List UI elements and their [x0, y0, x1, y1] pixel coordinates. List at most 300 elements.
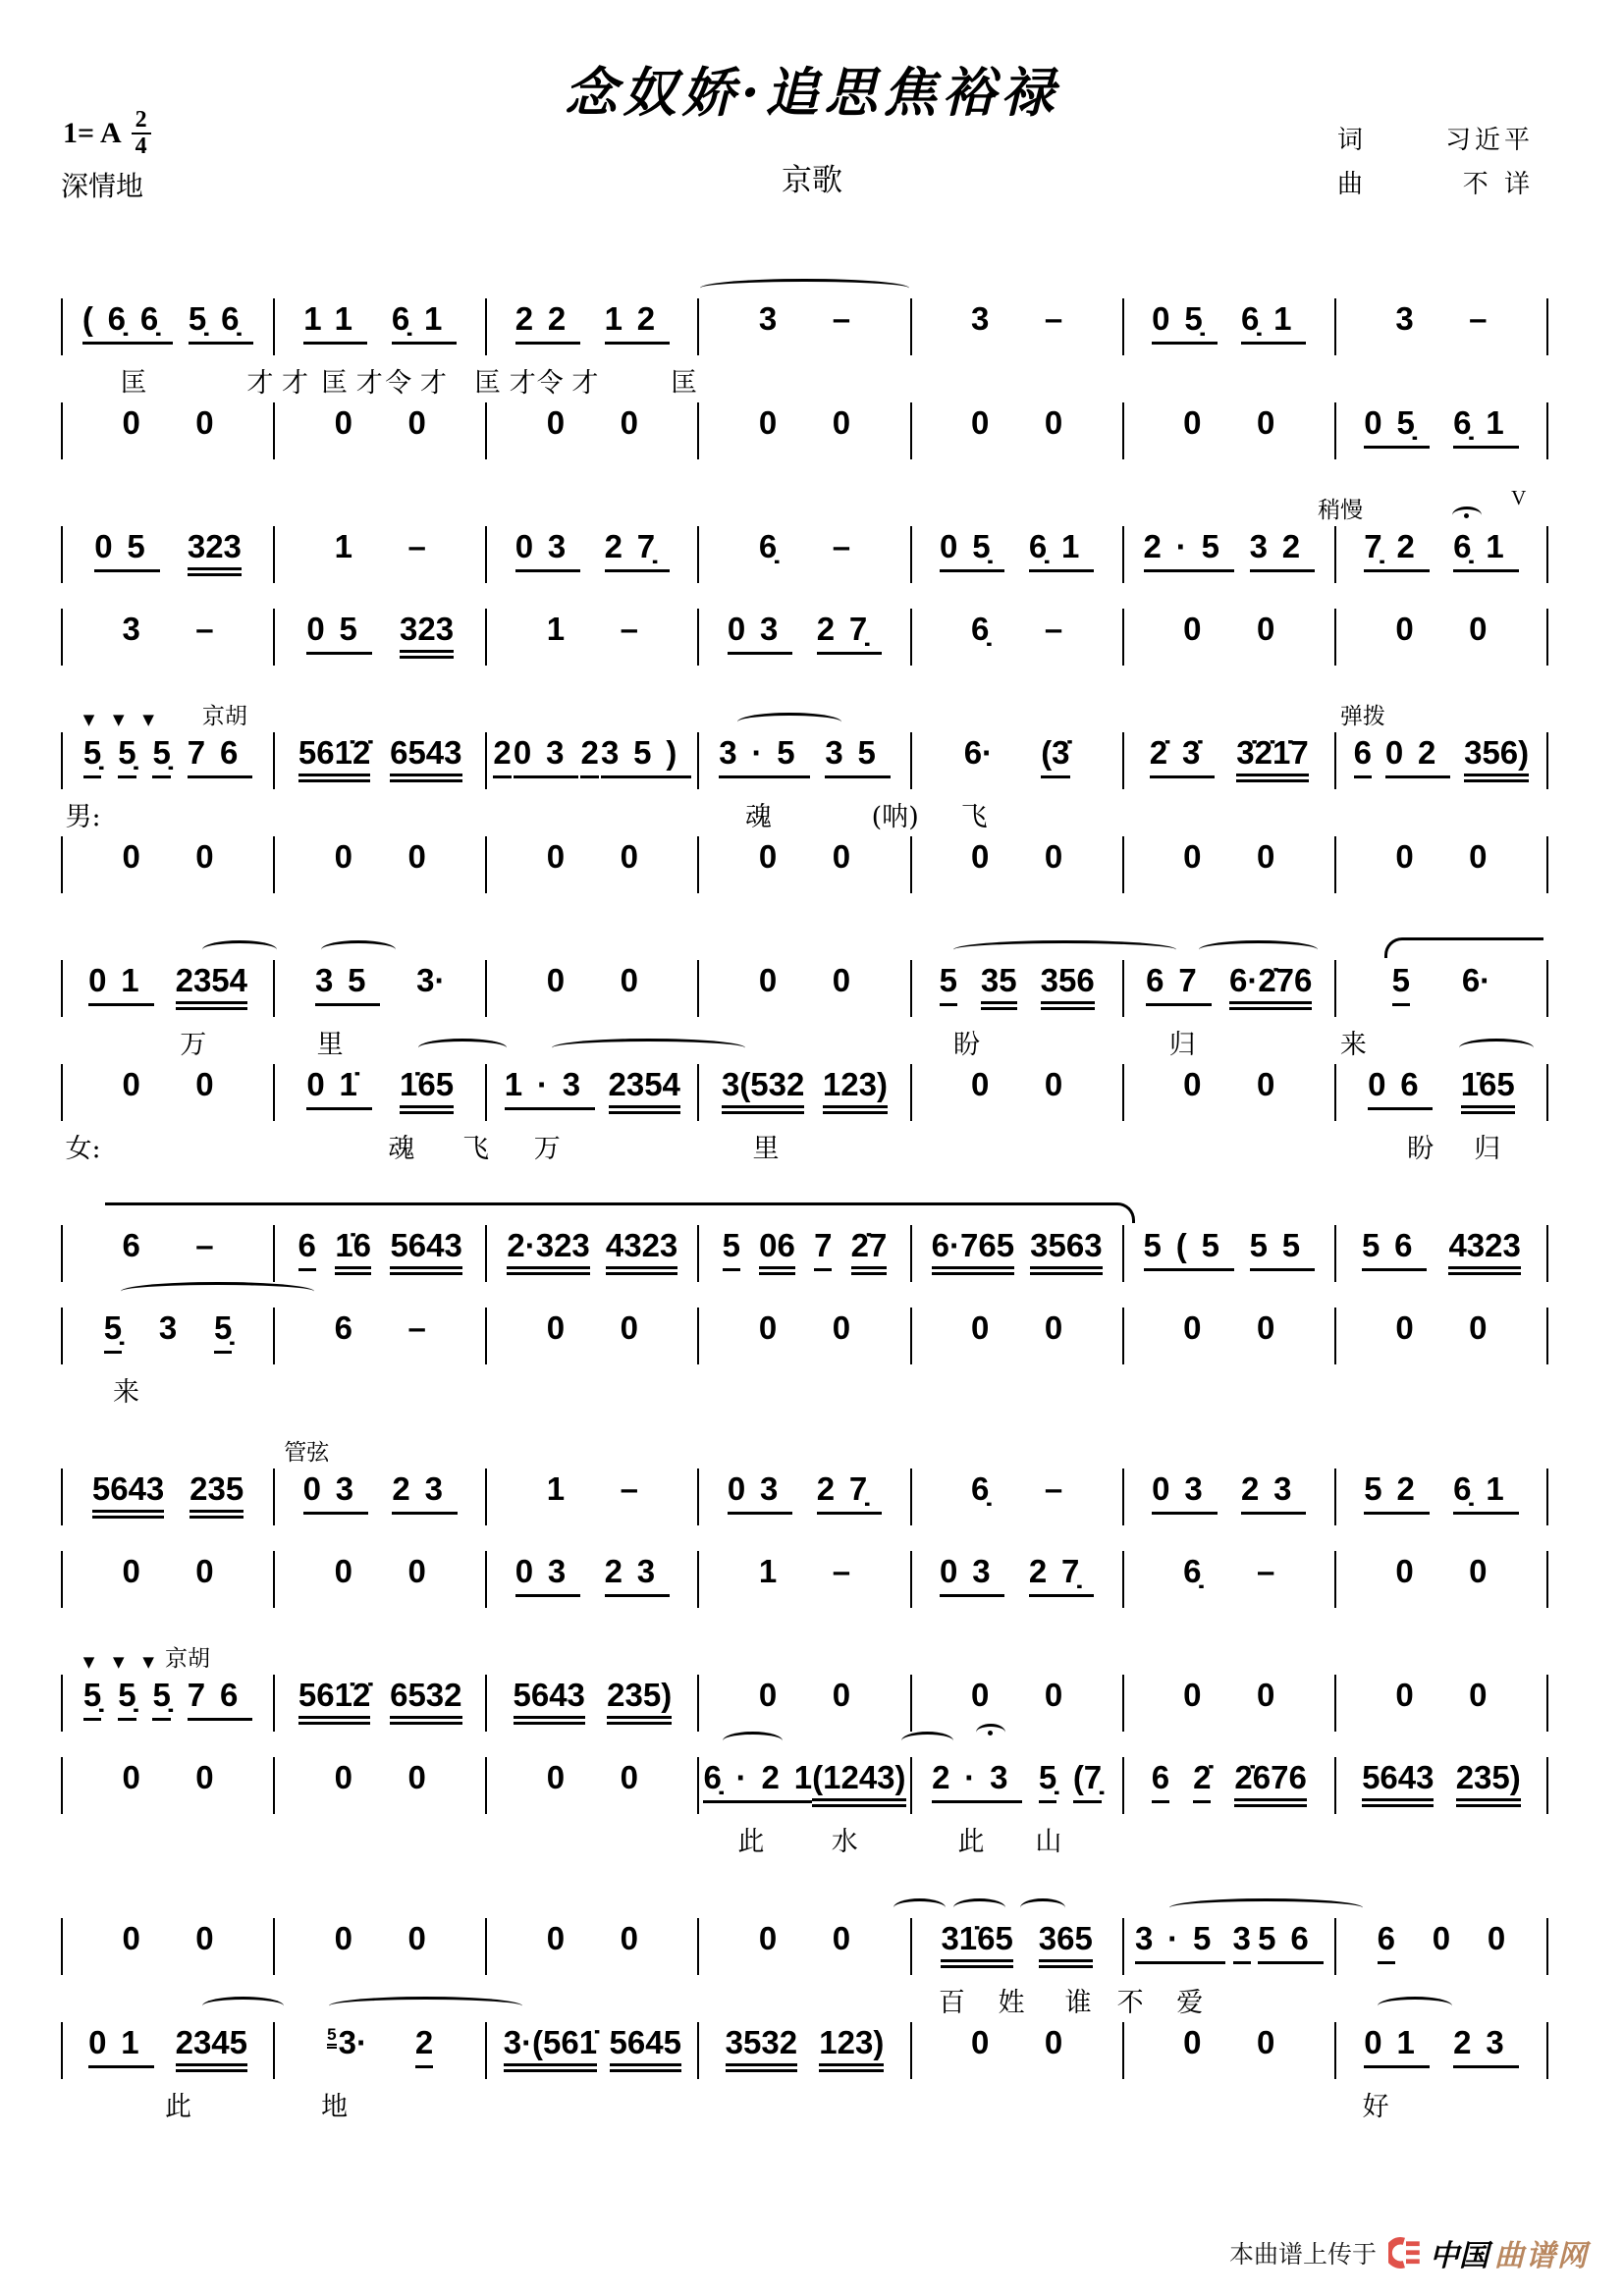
- measure: [1334, 1225, 1546, 1282]
- measure: [1334, 1308, 1546, 1364]
- stave-lower: [61, 2022, 1548, 2079]
- measure: [697, 836, 909, 893]
- note: 0: [758, 1309, 778, 1346]
- note: –: [832, 1553, 851, 1589]
- note: 3·(561̇: [504, 2024, 597, 2072]
- note: 02: [1385, 734, 1450, 778]
- measure: [697, 298, 909, 355]
- note: 123): [823, 1066, 888, 1114]
- note: 0: [122, 1066, 140, 1102]
- note: 0: [407, 1553, 426, 1589]
- measure: [485, 402, 697, 459]
- measure: [61, 1225, 273, 1282]
- note: 0: [1257, 838, 1275, 875]
- note: 0: [546, 1759, 566, 1795]
- note: 0: [334, 1920, 352, 1956]
- note: 0: [620, 404, 638, 441]
- note: 0: [334, 404, 352, 441]
- measure: [1334, 1064, 1546, 1121]
- note: 0: [832, 962, 851, 998]
- note: $^5$3·: [327, 2024, 367, 2060]
- note: 03: [514, 734, 578, 778]
- measure: [485, 960, 697, 1017]
- stave-wrap-upper: [61, 1225, 1548, 1282]
- note: 6̣·2: [703, 1759, 793, 1803]
- measure: [485, 1757, 697, 1814]
- lyric: 百: [938, 1988, 965, 2018]
- measure: [697, 1675, 909, 1732]
- measure: [273, 298, 485, 355]
- instrument-label: 京胡: [201, 704, 247, 729]
- note: 235: [189, 1470, 244, 1519]
- upload-note: 本曲谱上传于: [1228, 2240, 1377, 2269]
- note: (6̣6̣: [82, 300, 173, 345]
- note: 4323: [606, 1227, 677, 1275]
- expression-marking: 深情地: [61, 170, 144, 202]
- note: 3(532: [722, 1066, 804, 1114]
- note: 1̇65: [1461, 1066, 1515, 1114]
- note: –: [1044, 1470, 1063, 1507]
- spacer: [61, 893, 1548, 903]
- stave-wrap-lower: [61, 1064, 1548, 1121]
- measure: [1122, 732, 1334, 789]
- note: 0: [334, 1759, 352, 1795]
- lyrics-lower: [61, 2079, 1548, 2126]
- credit-lyricist: [1337, 120, 1534, 156]
- note: 0: [620, 1309, 638, 1346]
- slur-arc: [953, 940, 1176, 959]
- slur-arc: [329, 1997, 522, 2015]
- note: 0: [122, 404, 140, 441]
- lyric: 谁: [1064, 1988, 1092, 2018]
- measure: [697, 1064, 909, 1121]
- note: 0: [1183, 2024, 1202, 2060]
- measure: [485, 1675, 697, 1732]
- note: 35): [601, 734, 691, 778]
- note: 1: [546, 1470, 566, 1507]
- measure: [273, 1468, 485, 1525]
- measure: [273, 1918, 485, 1975]
- note: 03: [728, 1470, 792, 1515]
- note: 6̣1: [1241, 300, 1306, 345]
- lyric: 飞: [960, 802, 988, 832]
- note: 323: [188, 528, 242, 576]
- note: 0: [758, 404, 778, 441]
- note: 6: [298, 1227, 316, 1271]
- note: 3: [1395, 300, 1414, 337]
- note: 0: [1469, 838, 1488, 875]
- note: 0: [832, 404, 851, 441]
- credit-name: 习近平: [1444, 126, 1534, 155]
- note: 0: [1044, 2024, 1063, 2060]
- lyrics-upper: [61, 1975, 1548, 2022]
- lyric: 不: [1116, 1988, 1144, 2018]
- stave-wrap-lower: [61, 609, 1548, 666]
- note: –: [407, 528, 426, 564]
- note: 0: [195, 838, 214, 875]
- measure: [273, 2022, 485, 2079]
- measure: [485, 1551, 697, 1608]
- lyric: 来: [1339, 1030, 1367, 1060]
- note: 0: [832, 1309, 851, 1346]
- lyric: 才 才: [246, 368, 308, 399]
- note: 356: [1041, 962, 1095, 1010]
- note: 35: [981, 962, 1017, 1010]
- note: 3563: [1030, 1227, 1102, 1275]
- slur-arc: [953, 1898, 1005, 1917]
- note: 27̣: [817, 611, 882, 655]
- note: 0: [546, 962, 566, 998]
- measure: [697, 1225, 909, 1282]
- slur-arc: [1459, 1039, 1534, 1057]
- note: 0: [1183, 838, 1202, 875]
- measure: [61, 1551, 273, 1608]
- note: 03: [515, 1553, 580, 1597]
- lyric: 魂: [744, 802, 772, 832]
- note: 4323: [1448, 1227, 1520, 1275]
- stave-wrap-upper: [61, 960, 1548, 1017]
- lyric: 万: [180, 1030, 207, 1060]
- measure: [61, 1675, 273, 1732]
- note: 0: [546, 1309, 566, 1346]
- lyric: 魂: [388, 1134, 415, 1164]
- stave-upper: [61, 732, 1548, 789]
- stave-wrap-lower: [61, 402, 1548, 459]
- brand-site-text: 曲谱网: [1494, 2239, 1589, 2273]
- measure: [1122, 1225, 1334, 1282]
- note: –: [195, 611, 214, 647]
- instrument-label: 管弦: [284, 1440, 330, 1466]
- note: 01: [88, 962, 153, 1006]
- note: 0: [832, 1677, 851, 1713]
- note: 03: [303, 1470, 368, 1515]
- measure: [1334, 836, 1546, 893]
- note: 06: [1368, 1066, 1433, 1110]
- note: 05: [306, 611, 371, 655]
- note: 6: [1152, 1759, 1169, 1803]
- note: –: [620, 611, 638, 647]
- note: 3: [158, 1309, 178, 1346]
- measure: [910, 1757, 1122, 1814]
- lyric: 飞: [462, 1134, 490, 1164]
- measure: [910, 1308, 1122, 1364]
- note: 0: [758, 1920, 778, 1956]
- stave-wrap-upper: [61, 1918, 1548, 1975]
- system-3: [61, 697, 1548, 903]
- note: 31̇65: [941, 1920, 1012, 1968]
- note: 6·765: [932, 1227, 1014, 1275]
- measure: [910, 1225, 1122, 1282]
- note: –: [1044, 300, 1063, 337]
- measure: [273, 402, 485, 459]
- measure: [485, 1918, 697, 1975]
- measure: [1334, 1918, 1546, 1975]
- note: 0: [971, 2024, 990, 2060]
- note: 0: [546, 1920, 566, 1956]
- note: 0: [334, 838, 352, 875]
- credit-role: 词: [1337, 126, 1364, 155]
- measure: [485, 526, 697, 583]
- lyric: 令 才: [536, 368, 599, 399]
- note: 3̇2̇1̇7: [1236, 734, 1308, 782]
- note: 0: [1044, 1677, 1063, 1713]
- measure: [1122, 1675, 1334, 1732]
- measure: [61, 609, 273, 666]
- note: 35: [825, 734, 890, 778]
- note: 0: [1469, 1677, 1488, 1713]
- fermata-mark: [976, 1724, 1005, 1741]
- measure: [697, 526, 909, 583]
- note: 0: [1183, 1066, 1202, 1102]
- lyric: 姓: [998, 1988, 1025, 2018]
- note: 0: [1257, 611, 1275, 647]
- note: 11: [303, 300, 367, 345]
- note: 0: [1257, 1309, 1275, 1346]
- note: 0: [1395, 838, 1414, 875]
- note: 0: [546, 838, 566, 875]
- measure: [61, 836, 273, 893]
- system-7: [61, 1639, 1548, 1861]
- slur-arc: [418, 1039, 508, 1057]
- measure: [1334, 402, 1546, 459]
- note: 06: [759, 1227, 795, 1275]
- note: 0: [832, 1920, 851, 1956]
- note: 0: [1395, 1309, 1414, 1346]
- lyric: 此: [737, 1827, 765, 1857]
- measure: [485, 298, 697, 355]
- note: 235): [607, 1677, 672, 1725]
- note: 35: [315, 962, 380, 1006]
- note: 6: [334, 1309, 352, 1346]
- measure: [485, 1064, 697, 1121]
- measure: [697, 609, 909, 666]
- note: 1: [794, 1759, 812, 1803]
- stave-upper: [61, 1918, 1548, 1975]
- lyric: 万: [533, 1134, 561, 1164]
- note: 323: [400, 611, 454, 659]
- measure: [1334, 960, 1546, 1017]
- measure: [1334, 1468, 1546, 1525]
- note: 0: [620, 1920, 638, 1956]
- note: 0: [1044, 404, 1063, 441]
- tie-start: [1384, 937, 1543, 958]
- stave-lower: [61, 836, 1548, 893]
- measure: [61, 960, 273, 1017]
- note: 6̣1: [392, 300, 457, 345]
- note: 5: [940, 962, 957, 1006]
- lyric: 山: [1035, 1827, 1062, 1857]
- slur-arc: [737, 713, 841, 731]
- fermata-dot: [1464, 513, 1469, 518]
- note: 0: [195, 1920, 214, 1956]
- note: 0: [1395, 1553, 1414, 1589]
- annotations-row: [61, 1883, 1548, 1918]
- note: 1·3: [505, 1066, 595, 1110]
- slur-arc: [1199, 940, 1318, 959]
- measure: [61, 732, 273, 789]
- note: 2·3: [932, 1759, 1022, 1803]
- note: (1243): [812, 1759, 905, 1807]
- note: 5̣6̣: [189, 300, 253, 345]
- lyric: 地: [321, 2092, 349, 2122]
- note: 5̣: [83, 1677, 101, 1721]
- credit-role: 曲: [1337, 170, 1364, 199]
- note: 01: [88, 2024, 153, 2068]
- stave-wrap-upper: [61, 732, 1548, 789]
- measure: [1122, 609, 1334, 666]
- annotations-row: [61, 1639, 1548, 1675]
- note: 0: [758, 838, 778, 875]
- measure: [273, 732, 485, 789]
- measure: [273, 526, 485, 583]
- lyric: 女:: [65, 1134, 101, 1164]
- system-2: [61, 486, 1548, 675]
- note: 0: [1183, 1309, 1202, 1346]
- lyric: 爱: [1176, 1988, 1204, 2018]
- lyrics-lower: [61, 1364, 1548, 1412]
- note: 0: [407, 1759, 426, 1795]
- note: 6̣1: [1029, 528, 1094, 572]
- stave-wrap-upper: [61, 526, 1548, 583]
- note: 0: [1432, 1920, 1451, 1956]
- note: 76: [188, 734, 252, 778]
- measure: [910, 1551, 1122, 1608]
- footer: [1229, 2231, 1589, 2274]
- note: 6̣: [971, 1470, 990, 1507]
- note: 27̣: [817, 1470, 882, 1515]
- annotations-row: [61, 263, 1548, 298]
- note: 6̣: [758, 528, 778, 564]
- measure: [910, 402, 1122, 459]
- note: 2: [415, 2024, 433, 2068]
- note: 356): [1464, 734, 1529, 782]
- note: 0: [195, 404, 214, 441]
- stave-upper: [61, 960, 1548, 1017]
- note: (3̇: [1041, 734, 1069, 778]
- note: 3: [971, 300, 990, 337]
- note: 0: [407, 404, 426, 441]
- note: 2·323: [507, 1227, 589, 1275]
- note: 0: [1257, 1066, 1275, 1102]
- note: 03: [940, 1553, 1004, 1597]
- measure: [485, 836, 697, 893]
- measure: [910, 836, 1122, 893]
- note: 05: [94, 528, 159, 572]
- lyric: 匡: [120, 368, 147, 399]
- header: [0, 0, 1624, 263]
- note: 0: [407, 1920, 426, 1956]
- note: 56: [1362, 1227, 1427, 1271]
- stave-wrap-upper: [61, 1675, 1548, 1732]
- measure: [1334, 1551, 1546, 1608]
- note: 1: [334, 528, 352, 564]
- note: 0: [195, 1759, 214, 1795]
- note: –: [832, 528, 851, 564]
- note: 0: [1395, 611, 1414, 647]
- note: 0: [1395, 1677, 1414, 1713]
- credit-composer: [1337, 164, 1534, 200]
- brand-black-text: 中国: [1430, 2239, 1489, 2273]
- note: 01̇: [306, 1066, 371, 1110]
- note: 0: [1044, 838, 1063, 875]
- slur-arc: [202, 1997, 284, 2015]
- measure: [61, 402, 273, 459]
- measure: [1334, 526, 1546, 583]
- note: 6̣1: [1453, 404, 1518, 449]
- note: 6: [122, 1227, 140, 1263]
- genre-label: 京歌: [782, 163, 842, 198]
- site-logo: [1388, 2231, 1589, 2274]
- lyric: 好: [1362, 2092, 1389, 2122]
- key-signature: 1= A: [63, 117, 122, 150]
- measure: [273, 1757, 485, 1814]
- stave-lower: [61, 1308, 1548, 1364]
- measure: [697, 1918, 909, 1975]
- measure: [485, 1225, 697, 1282]
- note: (7̣: [1073, 1759, 1102, 1803]
- spacer: [61, 583, 1548, 609]
- note: 5(5: [1144, 1227, 1234, 1271]
- note: 0: [1257, 1677, 1275, 1713]
- measure: [697, 1757, 909, 1814]
- measure: [485, 1468, 697, 1525]
- stave-lower: [61, 1551, 1548, 1608]
- measure: [1334, 1757, 1546, 1814]
- measure: [61, 1308, 273, 1364]
- note: 6543: [390, 734, 461, 782]
- measure: [1122, 1468, 1334, 1525]
- annotations-row: [61, 1190, 1548, 1225]
- measure: [910, 1918, 1122, 1975]
- note: 03: [515, 528, 580, 572]
- stave-wrap-lower: [61, 836, 1548, 893]
- measure: [1334, 2022, 1546, 2079]
- note: 3·5: [1135, 1920, 1225, 1964]
- note: 32: [1250, 528, 1315, 572]
- credit-name: 不 详: [1462, 170, 1534, 199]
- spacer: [61, 666, 1548, 675]
- measure: [910, 732, 1122, 789]
- note: 0: [122, 1759, 140, 1795]
- note: 0: [1183, 611, 1202, 647]
- breath-mark: V: [1511, 486, 1527, 509]
- spacer: [61, 1525, 1548, 1551]
- note: –: [620, 1470, 638, 1507]
- instrument-label: 弹拨: [1339, 704, 1385, 729]
- measure: [273, 1308, 485, 1364]
- note: 05̣: [1152, 300, 1217, 345]
- slur-arc: [121, 1282, 314, 1301]
- note: 0: [122, 1920, 140, 1956]
- cd-stripes-icon: [1388, 2237, 1424, 2269]
- measure: [1334, 732, 1546, 789]
- lyric: 令 才: [385, 368, 447, 399]
- note: 6̣: [971, 611, 990, 647]
- note: 55: [1250, 1227, 1315, 1271]
- note: 2345: [176, 2024, 247, 2072]
- note: 365: [1039, 1920, 1093, 1968]
- note: 2354: [176, 962, 247, 1010]
- key-and-meter: [63, 108, 151, 159]
- note: –: [407, 1309, 426, 1346]
- fermata-mark: [1452, 507, 1482, 524]
- measure: [697, 1308, 909, 1364]
- system-5: [61, 1190, 1548, 1412]
- measure: [485, 2022, 697, 2079]
- measure: [1122, 1308, 1334, 1364]
- stave-wrap-lower: [61, 1757, 1548, 1814]
- stave-wrap-lower: [61, 2022, 1548, 2079]
